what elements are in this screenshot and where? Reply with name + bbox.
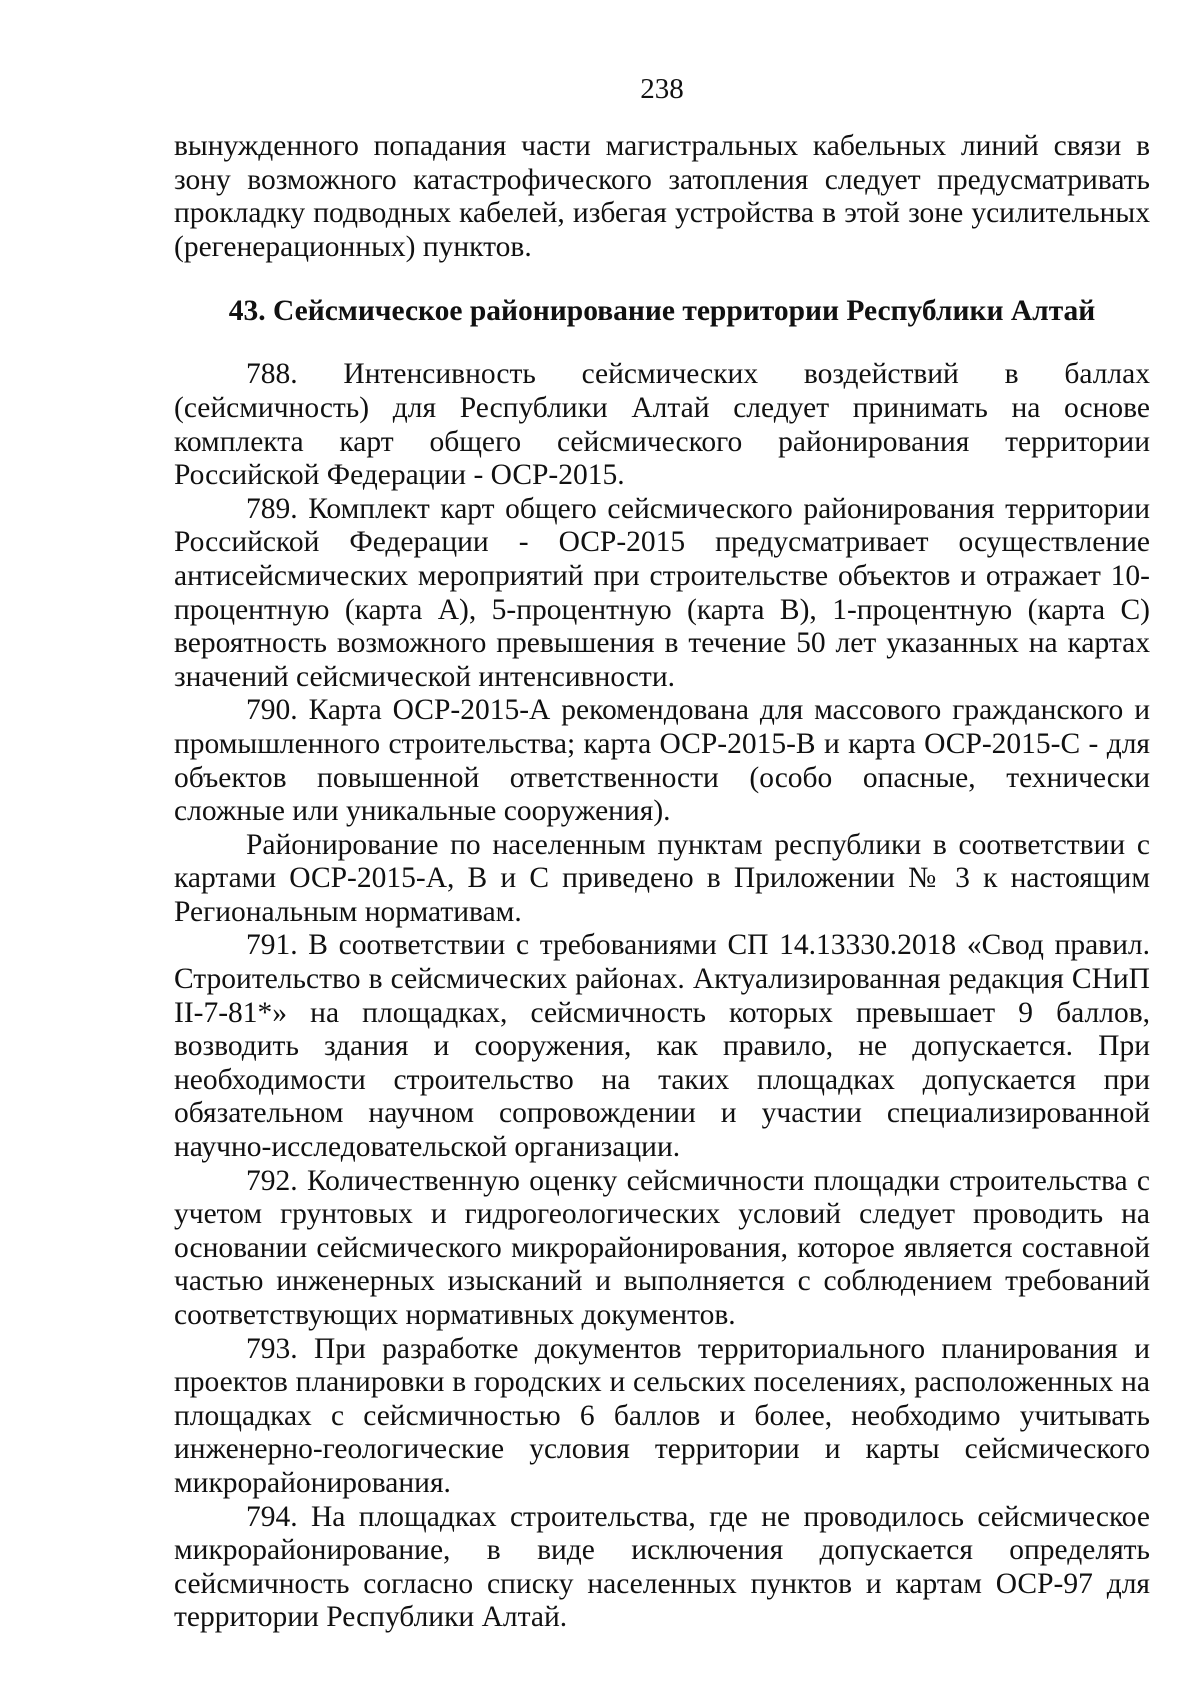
paragraph-790: 790. Карта ОСР-2015-А рекомендована для массового гражданского и промышленного строительства; карта ОСР-2015-В и карта ОСР-2015-С - для объектов повышенной ответственности (особо опасные, технически сложные или уникальные сооружения).: [174, 694, 1150, 828]
section-title: 43. Сейсмическое районирование территории Республики Алтай: [228, 295, 1096, 328]
document-body: [174, 130, 1150, 1635]
paragraph-792: 792. Количественную оценку сейсмичности площадки строительства с учетом грунтовых и гидрогеологических условий следует проводить на основании сейсмического микрорайонирования, которое является составной частью инженерных изысканий и выполняется с соблюдением требований соответствующих нормативных документов.: [174, 1164, 1150, 1331]
paragraph-zoning-appendix: Районирование по населенным пунктам республики в соответствии с картами ОСР-2015-А, В и С приведено в Приложении № 3 к настоящим Региональным нормативам.: [174, 828, 1150, 928]
paragraph-791: 791. В соответствии с требованиями СП 14.13330.2018 «Свод правил. Строительство в сейсмических районах. Актуализированная редакция СНиП II-7-81*» на площадках, сейсмичность которых превышает 9 баллов, возводить здания и сооружения, как правило, не допускается. При необходимости строительство на таких площадках допускается при обязательном научном сопровождении и участии специализированной научно-исследовательской организации.: [174, 929, 1150, 1164]
page-number: 238: [640, 73, 684, 105]
paragraph-789: 789. Комплект карт общего сейсмического районирования территории Российской Федерации - ОСР-2015 предусматривает осуществление антисейсмических мероприятий при строительстве объектов и отражает 10-процентную (карта А), 5-процентную (карта В), 1-процентную (карта С) вероятность возможного превышения в течение 50 лет указанных на картах значений сейсмической интенсивности.: [174, 492, 1150, 693]
paragraph-794: 794. На площадках строительства, где не проводилось сейсмическое микрорайонирование, в виде исключения допускается определять сейсмичность согласно списку населенных пунктов и картам ОСР-97 для территории Республики Алтай.: [174, 1500, 1150, 1634]
paragraph-788: 788. Интенсивность сейсмических воздействий в баллах (сейсмичность) для Республики Алтай следует принимать на основе комплекта карт общего сейсмического районирования территории Российской Федерации - ОСР-2015.: [174, 358, 1150, 492]
paragraph-793: 793. При разработке документов территориального планирования и проектов планировки в городских и сельских поселениях, расположенных на площадках с сейсмичностью 6 баллов и более, необходимо учитывать инженерно-геологические условия территории и карты сейсмического микрорайонирования.: [174, 1332, 1150, 1499]
intro-paragraph: вынужденного попадания части магистральных кабельных линий связи в зону возможного катастрофического затопления следует предусматривать прокладку подводных кабелей, избегая устройства в этой зоне усилительных (регенерационных) пунктов.: [174, 130, 1150, 263]
